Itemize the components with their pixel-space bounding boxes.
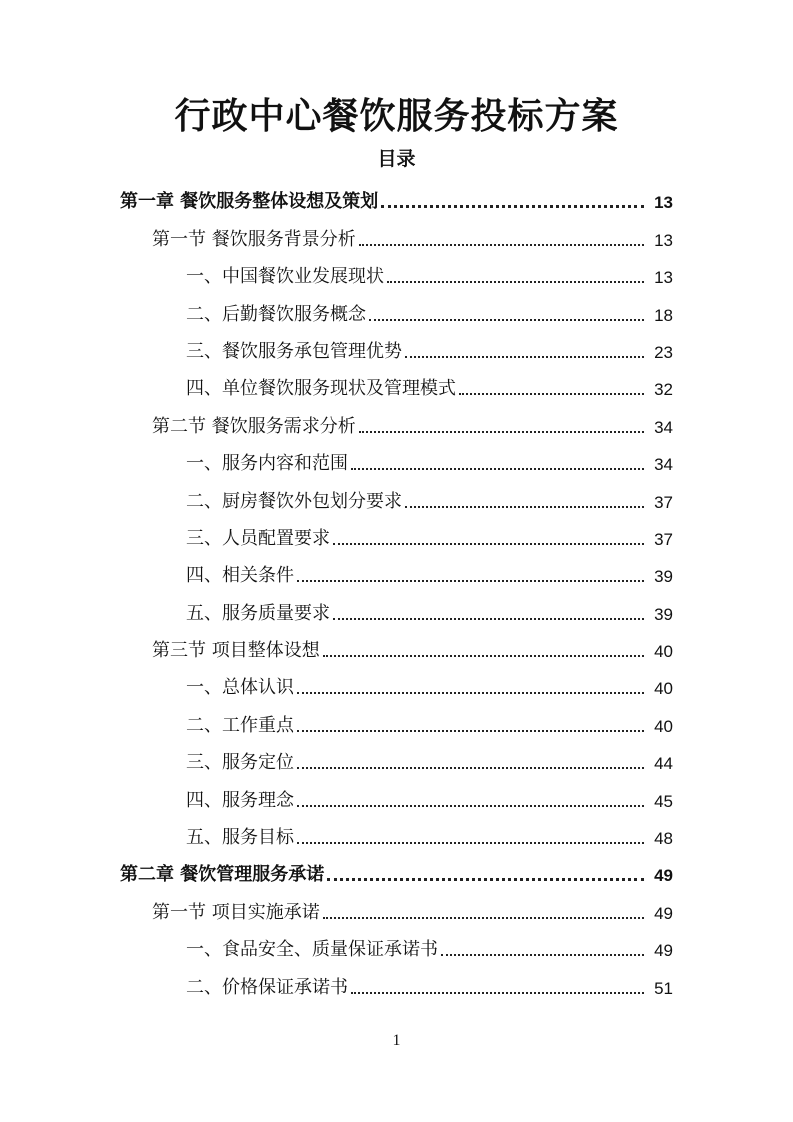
toc-entry-page: 13 [654, 230, 673, 250]
toc-entry-chapter[interactable] [0, 180, 793, 217]
toc-entry-item[interactable] [0, 367, 793, 404]
toc-entry-page: 49 [654, 866, 673, 886]
dot-leader [323, 917, 644, 919]
toc-entry-item[interactable] [0, 517, 793, 554]
toc-entry-item[interactable] [0, 330, 793, 367]
toc-entry-item[interactable] [0, 703, 793, 740]
toc-entry-text: 一、服务内容和范围 [186, 453, 348, 475]
toc-entry-page: 34 [654, 417, 673, 437]
page-number: 1 [392, 1032, 401, 1049]
toc-entry-text: 二、厨房餐饮外包划分要求 [186, 490, 402, 512]
dot-leader [297, 580, 644, 582]
toc-entry-page: 18 [654, 305, 673, 325]
toc-entry-text: 第二章 餐饮管理服务承诺 [120, 864, 325, 886]
toc-entry-page: 49 [654, 941, 673, 961]
toc-entry-page: 40 [654, 642, 673, 662]
dot-leader [297, 842, 644, 844]
toc-entry-text: 第一节 项目实施承诺 [152, 901, 320, 923]
toc-entry-page: 40 [654, 716, 673, 736]
toc-entry-item[interactable] [0, 928, 793, 965]
toc-entry-item[interactable] [0, 292, 793, 329]
toc-entry-text: 第一节 餐饮服务背景分析 [152, 228, 356, 250]
toc-entry-page: 49 [654, 903, 673, 923]
toc-entry-item[interactable] [0, 479, 793, 516]
toc-entry-text: 三、服务定位 [186, 752, 294, 774]
toc-entry-item[interactable] [0, 778, 793, 815]
dot-leader [359, 244, 644, 246]
dot-leader [387, 281, 644, 283]
table-of-contents [0, 180, 793, 1003]
toc-entry-text: 一、食品安全、质量保证承诺书 [186, 939, 438, 961]
toc-entry-item[interactable] [0, 816, 793, 853]
dot-leader [323, 655, 644, 657]
toc-entry-page: 48 [654, 829, 673, 849]
toc-entry-text: 二、工作重点 [186, 714, 294, 736]
dot-leader [441, 954, 644, 956]
toc-entry-item[interactable] [0, 442, 793, 479]
toc-entry-page: 40 [654, 679, 673, 699]
document-title: 行政中心餐饮服务投标方案 [174, 96, 619, 137]
toc-entry-text: 四、相关条件 [186, 565, 294, 587]
toc-entry-page: 23 [654, 342, 673, 362]
dot-leader [369, 319, 644, 321]
toc-entry-page: 37 [654, 492, 673, 512]
toc-entry-text: 四、服务理念 [186, 789, 294, 811]
toc-entry-page: 13 [654, 268, 673, 288]
toc-entry-page: 39 [654, 604, 673, 624]
dot-leader [405, 356, 644, 358]
dot-leader [351, 468, 644, 470]
toc-entry-page: 13 [654, 193, 673, 213]
toc-entry-text: 四、单位餐饮服务现状及管理模式 [186, 378, 456, 400]
toc-entry-text: 一、中国餐饮业发展现状 [186, 266, 384, 288]
dot-leader [381, 205, 644, 208]
toc-entry-text: 一、总体认识 [186, 677, 294, 699]
toc-entry-page: 34 [654, 455, 673, 475]
dot-leader [333, 543, 644, 545]
toc-entry-item[interactable] [0, 666, 793, 703]
toc-entry-page: 32 [654, 380, 673, 400]
toc-entry-chapter[interactable] [0, 853, 793, 890]
toc-entry-page: 44 [654, 754, 673, 774]
toc-entry-page: 39 [654, 567, 673, 587]
toc-entry-text: 第三节 项目整体设想 [152, 640, 320, 662]
toc-entry-item[interactable] [0, 741, 793, 778]
dot-leader [351, 992, 644, 994]
toc-entry-text: 三、餐饮服务承包管理优势 [186, 340, 402, 362]
toc-entry-section[interactable] [0, 629, 793, 666]
dot-leader [327, 878, 644, 881]
toc-entry-text: 二、后勤餐饮服务概念 [186, 303, 366, 325]
toc-entry-item[interactable] [0, 554, 793, 591]
toc-entry-page: 51 [654, 978, 673, 998]
toc-entry-section[interactable] [0, 404, 793, 441]
toc-entry-section[interactable] [0, 890, 793, 927]
dot-leader [333, 618, 644, 620]
dot-leader [297, 692, 644, 694]
toc-entry-text: 三、人员配置要求 [186, 527, 330, 549]
toc-entry-item[interactable] [0, 965, 793, 1002]
dot-leader [359, 431, 644, 433]
toc-entry-page: 37 [654, 529, 673, 549]
dot-leader [297, 805, 644, 807]
toc-entry-item[interactable] [0, 591, 793, 628]
toc-entry-text: 第二节 餐饮服务需求分析 [152, 415, 356, 437]
dot-leader [297, 730, 644, 732]
toc-heading: 目录 [377, 148, 416, 170]
toc-entry-text: 第一章 餐饮服务整体设想及策划 [120, 191, 379, 213]
toc-entry-text: 二、价格保证承诺书 [186, 976, 348, 998]
toc-entry-text: 五、服务质量要求 [186, 602, 330, 624]
toc-entry-text: 五、服务目标 [186, 827, 294, 849]
dot-leader [459, 393, 644, 395]
toc-entry-page: 45 [654, 791, 673, 811]
dot-leader [405, 506, 644, 508]
dot-leader [297, 767, 644, 769]
toc-entry-item[interactable] [0, 255, 793, 292]
toc-entry-section[interactable] [0, 217, 793, 254]
